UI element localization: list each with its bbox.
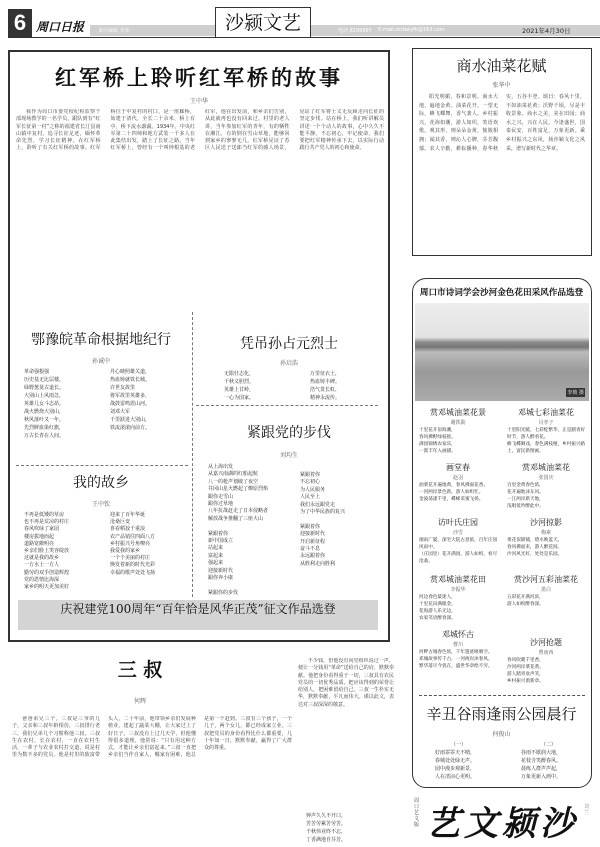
collection-title: 周口市诗词学会沙河金色花田采风作品选登 xyxy=(419,288,584,298)
article-poem: 钟声久久不开口， 苦苦劳累苦劳苦。 千秋伟业终不忘， 丁香满地自芬芳。 xyxy=(306,813,347,843)
poem-author: 闫孝子 xyxy=(538,420,554,426)
rapeseed-field-photo xyxy=(415,303,589,401)
lead-body: 我作为周口市委党校纪检监察干部现场教学的一名学员，跟队到有“红军长征第一村”之称的福建省长汀县南山镇中复村，追寻长征足迹，缅怀革命先烈，学习长征精神。在红军桥上，聆听了有关红军桥的故事。红军桥位于中复村的村口，是一座廊桥，始建于清代，全长二十余米，桥上有亭，桥下流水潺潺。1934年，中央红军第二十四师和地方武装一千多人在此集结出发，踏上了长征之路。当年红军桥上，曾经有一个叫钟根基的老红军，他在出发前，和乡亲们告别，从此就再也没有回来过。村里的老人讲，当年参加红军的青年，有的牺牲在湘江，有的倒在雪山草地，能够回到家乡的寥寥无几。红军桥见证了苏区人民送子送郎当红军的感人场景，见证了红军将士义无反顾走向长征的坚定步伐。站在桥上，我们听讲解员讲述一个个动人的故事，心中久久不能平静。不忘初心，牢记使命，我们要把红军精神传承下去，以实际行动践行共产党人的初心和使命。 xyxy=(16,109,384,152)
fu-body: 阳光明媚，春和景明。商水大地，遍地金黄。油菜花开，一望无际，蜂飞蝶舞，香气袭人。乡村振兴，花海如潮，游人如织，笑语欢歌。观其形，则朵朵金黄，簇簇相拥；闻其香，则沁人心脾，芬芳馥郁。农人辛勤，耕耘播种，春华秋实，五谷丰登。颂曰：春风十里，不如油菜花黄；沃野千顷，尽是丰收景象。商水之美，美在田园；商水之兴，兴在人民。今逢盛世，国泰民安，百姓富足，万象更新。乘乡村振兴之东风，扬沙颍文化之风采，谱写新时代之华章。 xyxy=(419,94,585,152)
poem-text: 河畔古城春色浓，千年遗迹映晴空。 邓城故事传千古，一河两岸沐春风。 繁华落尽今犹在，盛世华章绘不穷。 xyxy=(419,650,493,669)
poem-title: 赏沙河五彩油菜花 xyxy=(514,575,578,584)
divider xyxy=(196,405,378,406)
poem-author: 墨白 xyxy=(540,587,551,593)
poem-title: 邓城怀古 xyxy=(442,630,474,639)
poem-text: 革命强根强 历史基无比层楼， 绿野葱茏古道长。 大别山上风雨急， 英雄儿女斗志昂。 战火燃烧大别山， 秋风落叶又一年。 先烈鲜血染红旗， 万古长青在人间。 xyxy=(24,369,65,439)
poem-author: 孙启浩 xyxy=(279,360,298,367)
fu-author: 张华中 xyxy=(492,82,511,89)
poem-author: 王中钦 xyxy=(91,501,110,508)
poem-text: 春风吹暖千里香， 沙河两岸菜花黄。 游人踏青欢声笑， 乡村振兴谱新章。 xyxy=(507,658,544,684)
poem-title: 邓城七彩油菜花 xyxy=(518,408,574,417)
photo-credit: 李坡 摄 xyxy=(567,390,584,396)
logo-inscription: 周口艺文版 xyxy=(414,798,420,828)
paper-name: 周口日报 xyxy=(36,20,85,34)
poem-text: 十里花开似海潮， 春风拂野绿枝摇。 满园锦绣农家乐， 一派丰年入画描。 xyxy=(419,428,456,454)
lead-author: 王中华 xyxy=(189,98,208,105)
poem-text: 不再是低矮的草房 也不再是荒凉的村庄 春风吹绿了家园 楼房拔地而起 道路宽敞明亮 乡亲们脸上笑容绽放 这就是我的故乡 一方水土一方人 勤劳的双手创造辉煌 党的恩情比海深 家乡的明天更加美好 xyxy=(24,512,70,591)
ode-part-label: （二） xyxy=(541,742,557,748)
poem-title: 赏邓城油菜花田 xyxy=(430,575,486,584)
fu-box xyxy=(412,48,592,256)
poem-text: 迎来了百年华诞 沧桑巨变 喜看稻菽千重浪 农产品销往四面八方 乡村振兴号角嘹亮 我爱我的家乡 一个个美丽的村庄 焕发着新的时代光彩 幸福的歌声处处飞扬 xyxy=(110,512,156,576)
poem-title: 赏邓城油菜花 xyxy=(522,463,570,472)
ode-title: 辛丑谷雨逢雨公园晨行 xyxy=(426,705,577,723)
poem-author: 谢铁勋 xyxy=(450,420,466,426)
email-label: E-mail:zkrbwyfk@163.com xyxy=(378,27,445,33)
logo-seal: 刘兰 xyxy=(584,804,590,816)
poem-text: 丹心映照雄关道， 热血铸就铁长城。 许世友故里 将军故里英雄多， 战鼓雷鸣震山河。 刘邓大军 千里跃进大别山， 铁流滚滚向前方。 xyxy=(110,369,151,431)
divider xyxy=(192,312,193,597)
poem-title: 画堂春 xyxy=(446,463,470,472)
poem-title: 凭吊孙占元烈士 xyxy=(240,336,338,352)
ode-part-1: 好雨霏霏天不晴， 春城处处绿无声。 园中漫步观新景， 人在清凉心更明。 xyxy=(435,750,476,780)
section-title: 沙颍文艺 xyxy=(215,7,311,38)
article-title: 三 叔 xyxy=(117,659,163,681)
poem-author: 孙诚中 xyxy=(91,358,110,365)
poem-title: 赏邓城油菜花景 xyxy=(430,408,486,417)
poem-author: 李振华 xyxy=(450,587,466,593)
poem-text: 紧跟着你 不忘初心 为人民服务 人民至上 我们永远跟党走 为了中华民族的复兴 紧跟着你 迎接新时代 开启新征程 奋斗不息 永远跟着你 从胜利走向胜利 xyxy=(300,472,346,567)
poem-text: 油菜花开遍地黄，春风拂面花香。 一河两岸景色新，游人如织忙。 金波荡漾千里，蝶蜂采蜜飞扬。 xyxy=(419,483,488,502)
poem-title: 紧跟党的步伐 xyxy=(247,425,331,441)
poem-title: 沙河掠影 xyxy=(530,518,562,527)
poem-title: 我的故乡 xyxy=(73,475,129,491)
divider xyxy=(16,465,188,466)
poem-text: 百里金黄春色浓， 花开遍地沐东风。 一江两岸新天地， 浅唱低吟醉此中。 xyxy=(507,483,544,509)
feature-box xyxy=(8,50,390,642)
poem-author: 赵羽 xyxy=(452,475,463,481)
date-label: 2021年4月30日 xyxy=(522,27,571,35)
poem-author: 曹南西 xyxy=(538,650,554,656)
poem-text: 河边春色最迷人， 十里花田满眼金。 花海游人乐无边， 农家笑语醉春深。 xyxy=(419,595,456,621)
article-body: 爸爸弟兄三个，三叔是三爷的儿子，父亲和三叔年龄相仿，三叔排行老三，我们兄弟几个习惯称他三叔。三叔生在农村，长在农村，一直在农村生活，一辈子与农业农村打交道，说是村里为数不多的党员。他是村里的致富带头人，二十年前，他带领乡亲们发展种植业，建起了蔬菜大棚，让大家过上了好日子。三叔没有上过几天学，但他懂得很多道理，他常说：“只有用这种方式，才能让乡亲们富起来。”三叔一直把乡亲们当作自家人，哪家有困难，他总是第一个赶到。三叔有三个孩子，一个儿子，两个女儿，都已经成家立业。三叔把党员的身份看得比什么都重要，几十年如一日，默默奉献，赢得了广大群众的尊重。 xyxy=(12,716,292,759)
poem-text: 五彩花开满河滨， 游人如织醉春深。 xyxy=(507,595,544,607)
article-author: 何辉 xyxy=(133,698,146,705)
poem-author: 刘均生 xyxy=(279,452,298,459)
header-rule xyxy=(8,37,600,38)
poem-text: 无限壮志化， 千秋义胆烈。 英雄上甘岭， 一心为国家。 xyxy=(224,371,255,401)
poem-title: 沙河抢题 xyxy=(530,638,562,647)
poem-author: 沙雪 xyxy=(452,530,463,536)
section-logo xyxy=(412,792,597,844)
poem-text: 万里征衣土， 热血铸丰碑。 浩气贯长虹， 精神永流传。 xyxy=(310,371,341,401)
page-number: 6 xyxy=(8,9,32,37)
article-side-text: 不少钱，但他没有向党组织说过一声，便让一分钱用“革命”送给自己的肩，默默奉献。他把身份看得重于一切，三叔具有农民党员的一切优秀品质，把应该得到的荣誉让给别人，把困难留给自己。三叔一生朴实无华，默默奉献，平凡而伟大。谨以此文，表达对三叔深深的敬意。 xyxy=(298,658,394,708)
divider xyxy=(419,695,585,696)
poem-text: 烟雨广厦，深宅大院古意浓，百年庄园风雨中。 （庄园里）花开满园，游人如织，看尽沧桑。 xyxy=(419,538,498,564)
ode-author: 何俊山 xyxy=(492,731,511,738)
ode-part-2: 谷雨不歇润大地， 花枝含笑醉春风。 晨练人群声声起， 万象更新入画中。 xyxy=(521,750,562,780)
poem-text: 十里阳光暖，七彩绽繁华，正是踏青好时节，游人醉看花。 蜂飞蝶舞戏，春色满枝桠，乡村振兴路上，富民新图画。 xyxy=(507,428,586,454)
ode-part-label: （一） xyxy=(451,742,467,748)
editor-label: 责任编辑 李菲 xyxy=(98,28,130,34)
campaign-banner: 庆祝建党100周年“百年恰是风华正茂”征文作品选登 xyxy=(18,600,378,630)
poem-author: 曹川 xyxy=(452,642,463,648)
poem-title: 访叶氏庄园 xyxy=(438,518,478,527)
logo-calligraphy: 艺文颍沙 xyxy=(426,804,578,844)
poem-text: 从上海出发 从嘉兴南湖的红船起航 八一的枪声划破了夜空 井冈山星火燃起了燎原烈焰 跟你走雪山 跟你过草地 八年抗战赶走了日本侵略者 解放战争推翻了三座大山 紧跟着你 新中国成立 站起来 富起来 强起来 迎接新时代 跟你奔小康 紧跟你的步伐 xyxy=(208,464,269,596)
poem-text: 黄花似锦铺，碧水映蓝天。 春风拂面来，游人醉花间。 沙河风光好，处处是乐园。 xyxy=(507,538,563,557)
collection-box xyxy=(412,278,592,788)
poem-author: 梅素 xyxy=(540,530,551,536)
poem-author: 张国庆 xyxy=(538,475,554,481)
fu-title: 商水油菜花赋 xyxy=(456,57,547,75)
lead-title: 红军桥上聆听红军桥的故事 xyxy=(55,65,343,90)
page-header xyxy=(0,0,600,42)
poem-title: 鄂豫皖革命根据地纪行 xyxy=(31,332,171,348)
phone-label: 电话 8199997 xyxy=(338,28,372,34)
